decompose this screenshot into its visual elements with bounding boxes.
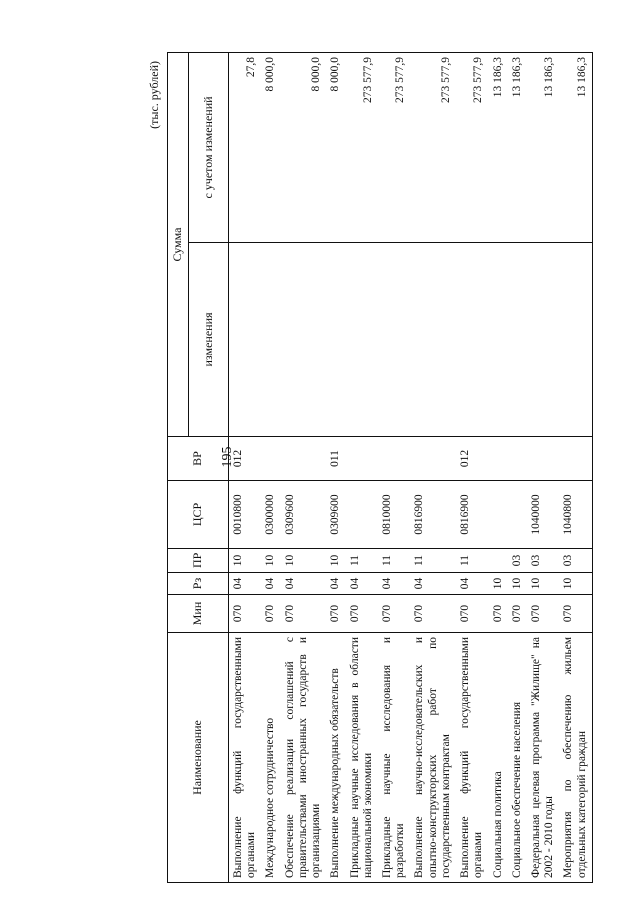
table-row <box>456 52 488 882</box>
cell-rz: 04 <box>261 573 280 595</box>
header-csr: ЦСР <box>168 481 229 549</box>
cell-rz: 04 <box>346 573 378 595</box>
table-body <box>229 52 593 882</box>
table-row <box>489 52 508 882</box>
header-sum: Сумма <box>168 52 189 436</box>
table-row <box>378 52 410 882</box>
cell-csr: 1040800 <box>559 481 592 549</box>
header-change: изменения <box>189 243 229 437</box>
cell-change <box>559 243 592 437</box>
cell-name: Выполнение международных обязательств <box>326 633 345 883</box>
cell-name: Федеральная целевая программа "Жилище" на 2002 - 2010 годы <box>527 633 559 883</box>
cell-change <box>456 243 488 437</box>
cell-with-changes: 13 186,3 <box>489 52 508 242</box>
cell-min: 070 <box>261 595 280 633</box>
cell-vr <box>410 437 456 481</box>
header-rz: Рз <box>168 573 229 595</box>
cell-with-changes: 273 577,9 <box>346 52 378 242</box>
cell-rz: 04 <box>456 573 488 595</box>
cell-rz: 10 <box>508 573 527 595</box>
cell-name: Мероприятия по обеспечению жильем отдельных категорий граждан <box>559 633 592 883</box>
cell-pr: 11 <box>410 549 456 573</box>
cell-rz: 10 <box>489 573 508 595</box>
cell-rz: 04 <box>281 573 327 595</box>
cell-change <box>326 243 345 437</box>
cell-with-changes: 8 000,0 <box>281 52 327 242</box>
cell-min: 070 <box>410 595 456 633</box>
cell-pr: 03 <box>527 549 559 573</box>
cell-with-changes: 273 577,9 <box>456 52 488 242</box>
cell-csr: 1040000 <box>527 481 559 549</box>
cell-name: Социальное обеспечение населения <box>508 633 527 883</box>
cell-rz: 10 <box>527 573 559 595</box>
cell-pr: 03 <box>508 549 527 573</box>
table-row <box>229 52 262 882</box>
table-row <box>410 52 456 882</box>
cell-vr: 011 <box>326 437 345 481</box>
cell-csr <box>489 481 508 549</box>
cell-min: 070 <box>527 595 559 633</box>
rotated-table-sheet <box>139 53 619 883</box>
table-row <box>527 52 559 882</box>
cell-change <box>346 243 378 437</box>
cell-min: 070 <box>346 595 378 633</box>
unit-note: (тыс. рублей) <box>147 61 161 129</box>
cell-name: Прикладные научные исследования и разработки <box>378 633 410 883</box>
cell-change <box>410 243 456 437</box>
cell-change <box>378 243 410 437</box>
cell-pr: 10 <box>326 549 345 573</box>
cell-vr <box>346 437 378 481</box>
cell-with-changes: 273 577,9 <box>410 52 456 242</box>
cell-csr: 0816900 <box>456 481 488 549</box>
cell-csr: 0309600 <box>281 481 327 549</box>
cell-change <box>508 243 527 437</box>
cell-vr <box>378 437 410 481</box>
cell-rz: 04 <box>378 573 410 595</box>
header-min: Мин <box>168 595 229 633</box>
header-name: Наименование <box>168 633 229 883</box>
cell-pr: 10 <box>229 549 262 573</box>
cell-csr <box>508 481 527 549</box>
cell-csr: 0300000 <box>261 481 280 549</box>
budget-table <box>167 52 593 883</box>
cell-name: Обеспечение реализации соглашений с правительствами иностранных государств и организациями <box>281 633 327 883</box>
cell-with-changes: 27,8 <box>229 52 262 242</box>
cell-min: 070 <box>508 595 527 633</box>
cell-name: Социальная политика <box>489 633 508 883</box>
cell-rz: 04 <box>410 573 456 595</box>
cell-change <box>281 243 327 437</box>
table-row <box>281 52 327 882</box>
header-with-changes: с учетом изменений <box>189 52 229 242</box>
cell-with-changes: 8 000,0 <box>326 52 345 242</box>
table-row <box>261 52 280 882</box>
cell-pr: 11 <box>346 549 378 573</box>
cell-csr: 0816900 <box>410 481 456 549</box>
cell-vr <box>489 437 508 481</box>
cell-csr: 0010800 <box>229 481 262 549</box>
cell-name: Прикладные научные исследования в области национальной экономики <box>346 633 378 883</box>
cell-vr: 012 <box>456 437 488 481</box>
cell-rz: 04 <box>326 573 345 595</box>
cell-pr: 10 <box>281 549 327 573</box>
cell-pr: 11 <box>456 549 488 573</box>
cell-with-changes: 273 577,9 <box>378 52 410 242</box>
cell-min: 070 <box>326 595 345 633</box>
cell-vr: 012 <box>229 437 262 481</box>
cell-vr <box>559 437 592 481</box>
header-vr: ВР <box>168 437 229 481</box>
cell-vr <box>508 437 527 481</box>
cell-csr: 0810000 <box>378 481 410 549</box>
cell-min: 070 <box>559 595 592 633</box>
cell-pr: 11 <box>378 549 410 573</box>
cell-change <box>489 243 508 437</box>
cell-rz: 10 <box>559 573 592 595</box>
cell-vr <box>527 437 559 481</box>
cell-pr: 10 <box>261 549 280 573</box>
cell-min: 070 <box>489 595 508 633</box>
cell-min: 070 <box>456 595 488 633</box>
cell-vr <box>261 437 280 481</box>
page-number: 195 <box>220 446 235 468</box>
table-row <box>326 52 345 882</box>
table-row <box>508 52 527 882</box>
cell-change <box>229 243 262 437</box>
cell-name: Выполнение научно-исследовательских и опытно-конструкторских работ по государственным контрактам <box>410 633 456 883</box>
cell-with-changes: 13 186,3 <box>527 52 559 242</box>
cell-min: 070 <box>229 595 262 633</box>
cell-rz: 04 <box>229 573 262 595</box>
cell-pr <box>489 549 508 573</box>
cell-name: Выполнение функций государственными органами <box>229 633 262 883</box>
header-pr: ПР <box>168 549 229 573</box>
table-row <box>346 52 378 882</box>
cell-with-changes: 8 000,0 <box>261 52 280 242</box>
table-header <box>168 52 229 882</box>
cell-pr: 03 <box>559 549 592 573</box>
cell-with-changes: 13 186,3 <box>559 52 592 242</box>
cell-name: Международное сотрудничество <box>261 633 280 883</box>
cell-min: 070 <box>378 595 410 633</box>
table-row <box>559 52 592 882</box>
cell-change <box>261 243 280 437</box>
cell-csr <box>346 481 378 549</box>
cell-change <box>527 243 559 437</box>
cell-csr: 0309600 <box>326 481 345 549</box>
cell-vr <box>281 437 327 481</box>
cell-min: 070 <box>281 595 327 633</box>
cell-with-changes: 13 186,3 <box>508 52 527 242</box>
cell-name: Выполнение функций государственными органами <box>456 633 488 883</box>
